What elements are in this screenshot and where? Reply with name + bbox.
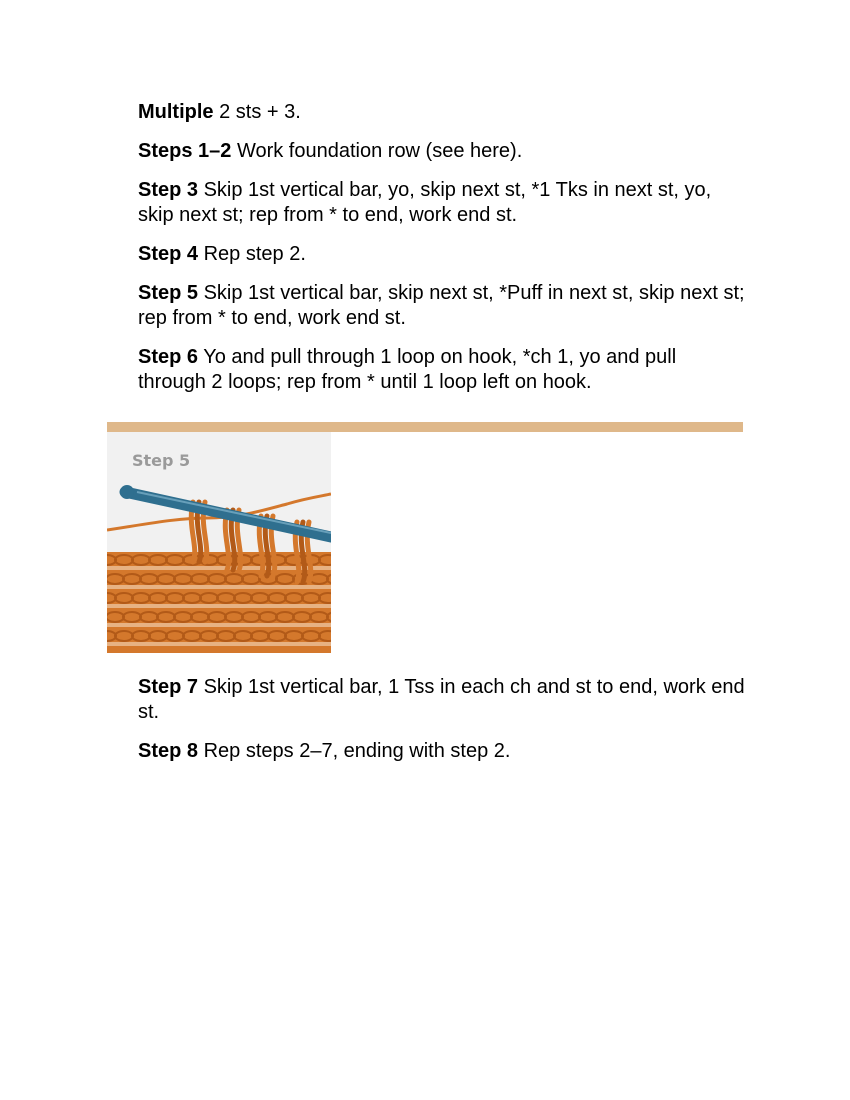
instruction-step-6	[138, 345, 748, 395]
instruction-step-7	[138, 675, 748, 725]
instruction-text: Skip 1st vertical bar, 1 Tss in each ch and st to end, work end st.	[138, 676, 745, 723]
instruction-label: Step 6	[138, 346, 199, 368]
section-divider	[107, 422, 743, 432]
instruction-label: Step 3	[138, 179, 199, 201]
instruction-step-8	[138, 739, 748, 764]
instruction-label: Step 8	[138, 740, 199, 762]
instruction-text: Skip 1st vertical bar, yo, skip next st, *1 Tks in next st, yo, skip next st; rep from * to end, work end st.	[138, 179, 712, 226]
instruction-step-4	[138, 242, 748, 267]
instruction-label: Step 5	[138, 282, 199, 304]
instruction-text: 2 sts + 3.	[213, 101, 301, 123]
instruction-text: Skip 1st vertical bar, skip next st, *Puff in next st, skip next st; rep from * to end, work end st.	[138, 282, 745, 329]
instruction-step-5	[138, 281, 748, 331]
instruction-step-3	[138, 178, 748, 228]
instruction-label: Step 4	[138, 243, 199, 265]
step-photo	[107, 432, 331, 653]
instruction-multiple	[138, 100, 748, 125]
instruction-text: Rep steps 2–7, ending with step 2.	[198, 740, 511, 762]
instruction-label: Multiple	[138, 101, 214, 123]
instruction-label: Steps 1–2	[138, 140, 232, 162]
instructions-top	[138, 100, 748, 409]
instructions-bottom	[138, 675, 748, 778]
instruction-text: Rep step 2.	[198, 243, 306, 265]
instruction-text: Work foundation row (see here).	[231, 140, 523, 162]
instruction-steps-1-2	[138, 139, 748, 164]
instruction-text: Yo and pull through 1 loop on hook, *ch 1, yo and pull through 2 loops; rep from * until 1 loop left on hook.	[138, 346, 677, 393]
photo-label: Step 5	[132, 451, 191, 470]
instruction-label: Step 7	[138, 676, 199, 698]
